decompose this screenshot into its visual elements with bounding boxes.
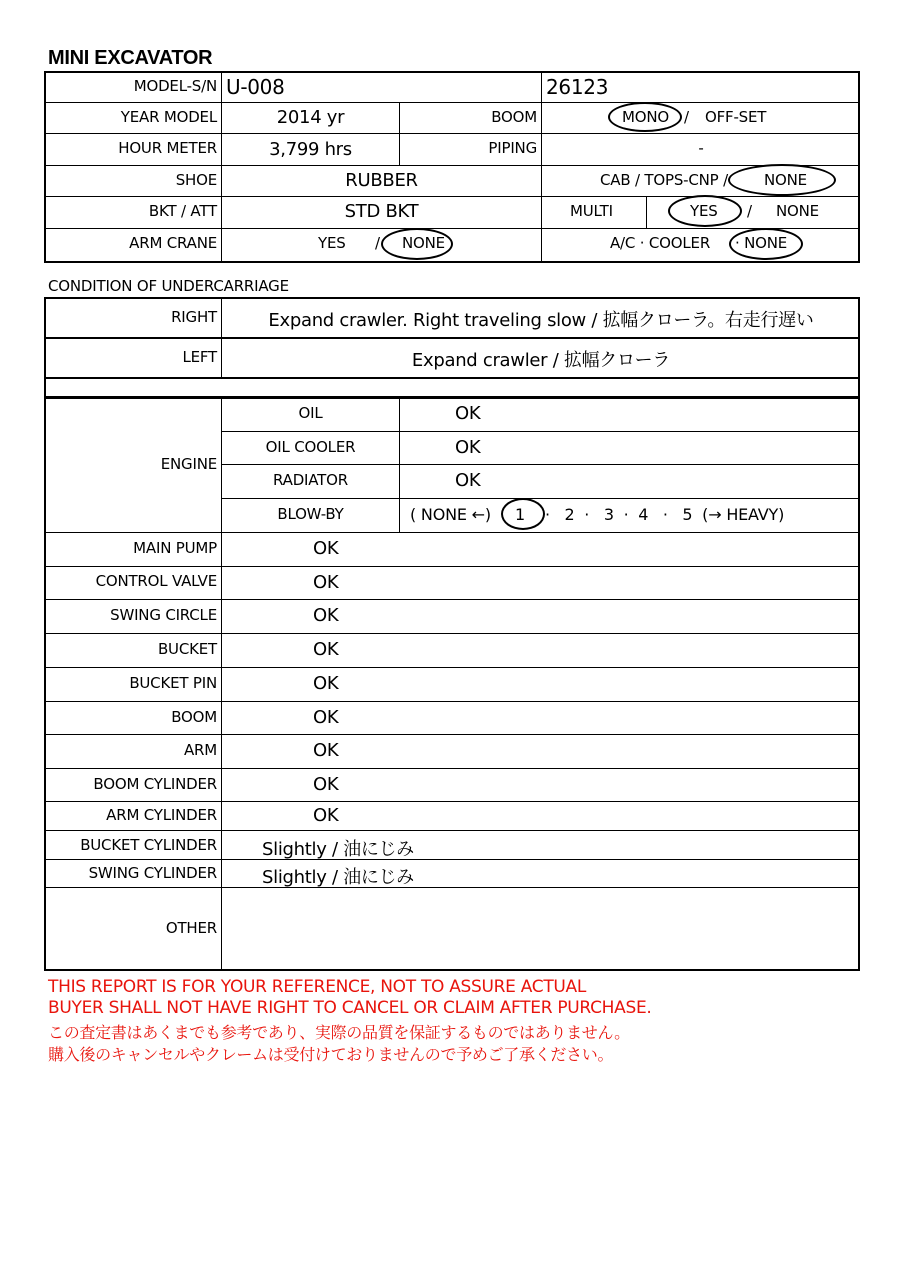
item-value: OK <box>313 774 339 795</box>
blow-by-scale-rest: · 2 · 3 · 4 · 5 (→ HEAVY) <box>545 505 785 524</box>
item-label: SWING CYLINDER <box>88 864 217 882</box>
left-value: Expand crawler / 拡幅クローラ <box>411 350 671 371</box>
engine-label: ENGINE <box>160 455 217 473</box>
bkt-value: STD BKT <box>344 201 419 222</box>
right-label: RIGHT <box>171 308 217 326</box>
year-value: 2014 yr <box>276 107 345 128</box>
item-value: OK <box>313 605 339 626</box>
radiator-label: RADIATOR <box>273 471 348 489</box>
right-value: Expand crawler. Right traveling slow / 拡幅クローラ。右走行遅い <box>268 310 814 331</box>
model-sn-label: MODEL-S/N <box>133 77 217 95</box>
undercarriage-heading: CONDITION OF UNDERCARRIAGE <box>48 277 289 295</box>
other-label: OTHER <box>165 919 217 937</box>
item-value: OK <box>313 805 339 826</box>
document-title: MINI EXCAVATOR <box>48 47 213 69</box>
multi-none: NONE <box>776 202 819 220</box>
crane-yes: YES <box>318 234 346 252</box>
piping-value: - <box>698 139 704 157</box>
bkt-att-label: BKT / ATT <box>148 202 217 220</box>
disclaimer-line: この査定書はあくまでも参考であり、実際の品質を保証するものではありません。 <box>48 1023 630 1042</box>
item-label: ARM CYLINDER <box>106 806 217 824</box>
multi-label: MULTI <box>570 202 613 220</box>
item-value: OK <box>313 572 339 593</box>
cab-none-circle <box>728 164 836 196</box>
boom-separator: / <box>684 108 689 126</box>
year-model-label: YEAR MODEL <box>120 108 217 126</box>
item-value: OK <box>313 673 339 694</box>
item-value: OK <box>313 538 339 559</box>
model-value: U-008 <box>226 75 285 99</box>
item-value: OK <box>313 740 339 761</box>
left-label: LEFT <box>182 348 217 366</box>
ac-none: · NONE <box>735 234 788 252</box>
cab-options: CAB / TOPS-CNP / <box>600 171 728 189</box>
item-label: MAIN PUMP <box>133 539 217 557</box>
multi-yes-circle <box>668 195 742 227</box>
boom-label: BOOM <box>491 108 537 126</box>
item-label: SWING CIRCLE <box>110 606 217 624</box>
item-value: Slightly / 油にじみ <box>262 867 414 888</box>
radiator-value: OK <box>455 470 481 491</box>
shoe-value: RUBBER <box>345 170 418 191</box>
item-value: OK <box>313 639 339 660</box>
disclaimer-line: THIS REPORT IS FOR YOUR REFERENCE, NOT TO ASSURE ACTUAL <box>48 977 587 997</box>
hours-value: 3,799 hrs <box>269 139 352 160</box>
item-label: BOOM CYLINDER <box>93 775 217 793</box>
ac-cooler-options: A/C · COOLER <box>610 234 711 252</box>
hour-meter-label: HOUR METER <box>118 139 217 157</box>
disclaimer-line: BUYER SHALL NOT HAVE RIGHT TO CANCEL OR CLAIM AFTER PURCHASE. <box>48 998 652 1018</box>
arm-crane-label: ARM CRANE <box>129 234 217 252</box>
item-label: CONTROL VALVE <box>95 572 217 590</box>
item-label: BUCKET <box>157 640 217 658</box>
oil-value: OK <box>455 403 481 424</box>
blow-by-scale-start: ( NONE ←) <box>410 505 491 524</box>
blow-by-level-1-circle <box>501 498 545 530</box>
ac-none-circle <box>729 228 803 260</box>
multi-yes: YES <box>690 202 718 220</box>
multi-separator: / <box>747 202 752 220</box>
crane-none: NONE <box>402 234 445 252</box>
blow-by-level-1: 1 <box>515 505 525 524</box>
item-value: Slightly / 油にじみ <box>262 839 414 860</box>
item-label: BOOM <box>171 708 217 726</box>
crane-separator: / <box>375 234 380 252</box>
blow-by-label: BLOW-BY <box>277 505 344 523</box>
item-value: OK <box>313 707 339 728</box>
serial-value: 26123 <box>546 75 609 99</box>
oil-label: OIL <box>298 404 323 422</box>
boom-option-offset: OFF-SET <box>705 108 767 126</box>
oil-cooler-value: OK <box>455 437 481 458</box>
boom-mono-circle <box>608 102 682 132</box>
cab-none: NONE <box>764 171 807 189</box>
piping-label: PIPING <box>488 139 537 157</box>
crane-none-circle <box>381 228 453 260</box>
item-label: BUCKET CYLINDER <box>80 836 217 854</box>
item-label: BUCKET PIN <box>129 674 217 692</box>
shoe-label: SHOE <box>175 171 217 189</box>
item-label: ARM <box>183 741 217 759</box>
boom-option-mono: MONO <box>622 108 669 126</box>
disclaimer-line: 購入後のキャンセルやクレームは受付けておりませんので予めご了承ください。 <box>48 1045 614 1064</box>
oil-cooler-label: OIL COOLER <box>265 438 356 456</box>
